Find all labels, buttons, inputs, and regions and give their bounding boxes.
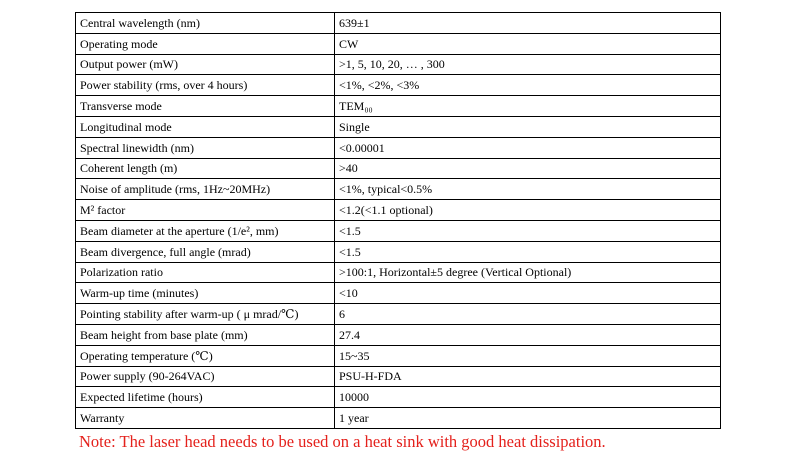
- value-cell: TEM₀₀: [335, 96, 721, 117]
- parameter-cell: Expected lifetime (hours): [76, 387, 335, 408]
- value-cell: 10000: [335, 387, 721, 408]
- parameter-cell: Longitudinal mode: [76, 116, 335, 137]
- table-row: [76, 96, 721, 117]
- parameter-cell: Power stability (rms, over 4 hours): [76, 75, 335, 96]
- value-cell: 1 year: [335, 408, 721, 429]
- value-cell: PSU-H-FDA: [335, 366, 721, 387]
- parameter-cell: Beam divergence, full angle (mrad): [76, 241, 335, 262]
- value-cell: <1.5: [335, 220, 721, 241]
- parameter-cell: Warranty: [76, 408, 335, 429]
- specifications-table-body: [76, 13, 721, 429]
- table-row: [76, 304, 721, 325]
- value-cell: <10: [335, 283, 721, 304]
- parameter-cell: Polarization ratio: [76, 262, 335, 283]
- table-row: [76, 345, 721, 366]
- table-row: [76, 220, 721, 241]
- value-cell: 639±1: [335, 13, 721, 34]
- value-cell: 6: [335, 304, 721, 325]
- table-row: [76, 137, 721, 158]
- value-cell: <1.2(<1.1 optional): [335, 200, 721, 221]
- parameter-cell: Noise of amplitude (rms, 1Hz~20MHz): [76, 179, 335, 200]
- table-row: [76, 200, 721, 221]
- value-cell: 27.4: [335, 324, 721, 345]
- value-cell: <1.5: [335, 241, 721, 262]
- parameter-cell: Operating temperature (℃): [76, 345, 335, 366]
- table-row: [76, 408, 721, 429]
- parameter-cell: Coherent length (m): [76, 158, 335, 179]
- table-row: [76, 54, 721, 75]
- value-cell: 15~35: [335, 345, 721, 366]
- parameter-cell: Warm-up time (minutes): [76, 283, 335, 304]
- parameter-cell: Beam height from base plate (mm): [76, 324, 335, 345]
- heat-sink-note: Note: The laser head needs to be used on a heat sink with good heat dissipation.: [79, 432, 606, 451]
- parameter-cell: Pointing stability after warm-up ( μ mrad/℃): [76, 304, 335, 325]
- specifications-table: [75, 12, 721, 429]
- table-row: [76, 13, 721, 34]
- value-cell: >40: [335, 158, 721, 179]
- value-cell: <0.00001: [335, 137, 721, 158]
- table-row: [76, 179, 721, 200]
- table-row: [76, 366, 721, 387]
- table-row: [76, 116, 721, 137]
- parameter-cell: Transverse mode: [76, 96, 335, 117]
- table-row: [76, 262, 721, 283]
- table-row: [76, 324, 721, 345]
- value-cell: CW: [335, 33, 721, 54]
- table-row: [76, 33, 721, 54]
- parameter-cell: Output power (mW): [76, 54, 335, 75]
- parameter-cell: Spectral linewidth (nm): [76, 137, 335, 158]
- table-row: [76, 387, 721, 408]
- parameter-cell: Beam diameter at the aperture (1/e², mm): [76, 220, 335, 241]
- parameter-cell: Operating mode: [76, 33, 335, 54]
- table-row: [76, 75, 721, 96]
- value-cell: >100:1, Horizontal±5 degree (Vertical Optional): [335, 262, 721, 283]
- table-row: [76, 283, 721, 304]
- value-cell: <1%, typical<0.5%: [335, 179, 721, 200]
- value-cell: >1, 5, 10, 20, … , 300: [335, 54, 721, 75]
- value-cell: Single: [335, 116, 721, 137]
- parameter-cell: M² factor: [76, 200, 335, 221]
- value-cell: <1%, <2%, <3%: [335, 75, 721, 96]
- parameter-cell: Central wavelength (nm): [76, 13, 335, 34]
- parameter-cell: Power supply (90-264VAC): [76, 366, 335, 387]
- table-row: [76, 158, 721, 179]
- table-row: [76, 241, 721, 262]
